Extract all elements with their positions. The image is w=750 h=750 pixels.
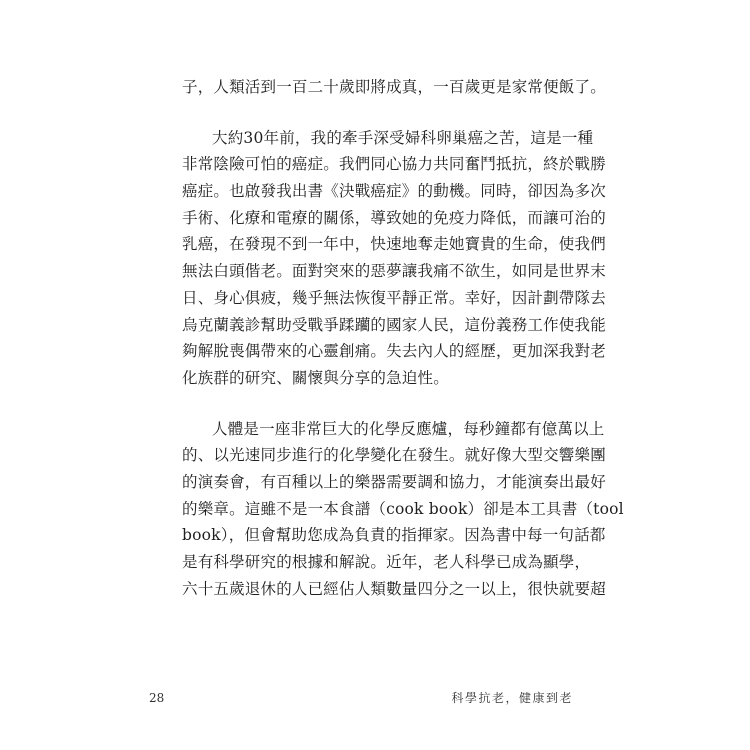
paragraph-2 xyxy=(182,125,606,392)
text-line: 癌症。也啟發我出書《決戰癌症》的動機。同時，卻因為多次 xyxy=(182,182,606,201)
text-line: 化族群的研究、關懷與分享的急迫性。 xyxy=(182,368,449,387)
text-line: 人體是一座非常巨大的化學反應爐，每秒鐘都有億萬以上 xyxy=(212,419,605,438)
paragraph-3 xyxy=(182,416,624,603)
paragraph-1 xyxy=(182,74,606,101)
text-line: 子，人類活到一百二十歲即將成真，一百歲更是家常便飯了。 xyxy=(182,78,606,96)
text-line: 乳癌，在發現不到一年中，快速地奪走她寶貴的生命，使我們 xyxy=(182,235,606,254)
text-line: 的、以光速同步進行的化學變化在發生。就好像大型交響樂團 xyxy=(182,446,606,465)
text-line: 日、身心俱疲，幾乎無法恢復平靜正常。幸好，因計劃帶隊去 xyxy=(182,288,606,307)
running-title: 科學抗老，健康到老 xyxy=(451,691,573,705)
text-line: 烏克蘭義診幫助受戰爭蹂躪的國家人民，這份義務工作使我能 xyxy=(182,315,606,334)
body-text xyxy=(182,74,624,602)
page-footer xyxy=(149,690,573,710)
page-number: 28 xyxy=(149,691,165,705)
text-line: 的樂章。這雖不是一本食譜（cook book）卻是本工具書（tool xyxy=(182,499,624,518)
text-line: book），但會幫助您成為負責的指揮家。因為書中每一句話都 xyxy=(182,526,606,545)
text-line: 手術、化療和電療的關係，導致她的免疫力降低，而讓可治的 xyxy=(182,208,606,227)
text-line: 非常陰險可怕的癌症。我們同心協力共同奮鬥抵抗，終於戰勝 xyxy=(182,155,606,174)
text-line: 大約30年前，我的牽手深受婦科卵巢癌之苦，這是一種 xyxy=(212,128,594,147)
text-line: 是有科學研究的根據和解說。近年，老人科學已成為顯學， xyxy=(182,553,591,571)
text-line: 六十五歲退休的人已經佔人類數量四分之一以上，很快就要超 xyxy=(182,579,606,598)
text-line: 的演奏會，有百種以上的樂器需要調和協力，才能演奏出最好 xyxy=(182,472,606,491)
text-line: 無法白頭偕老。面對突來的惡夢讓我痛不欲生，如同是世界末 xyxy=(182,262,606,281)
text-line: 夠解脫喪偶帶來的心靈創痛。失去內人的經歷，更加深我對老 xyxy=(182,342,606,361)
